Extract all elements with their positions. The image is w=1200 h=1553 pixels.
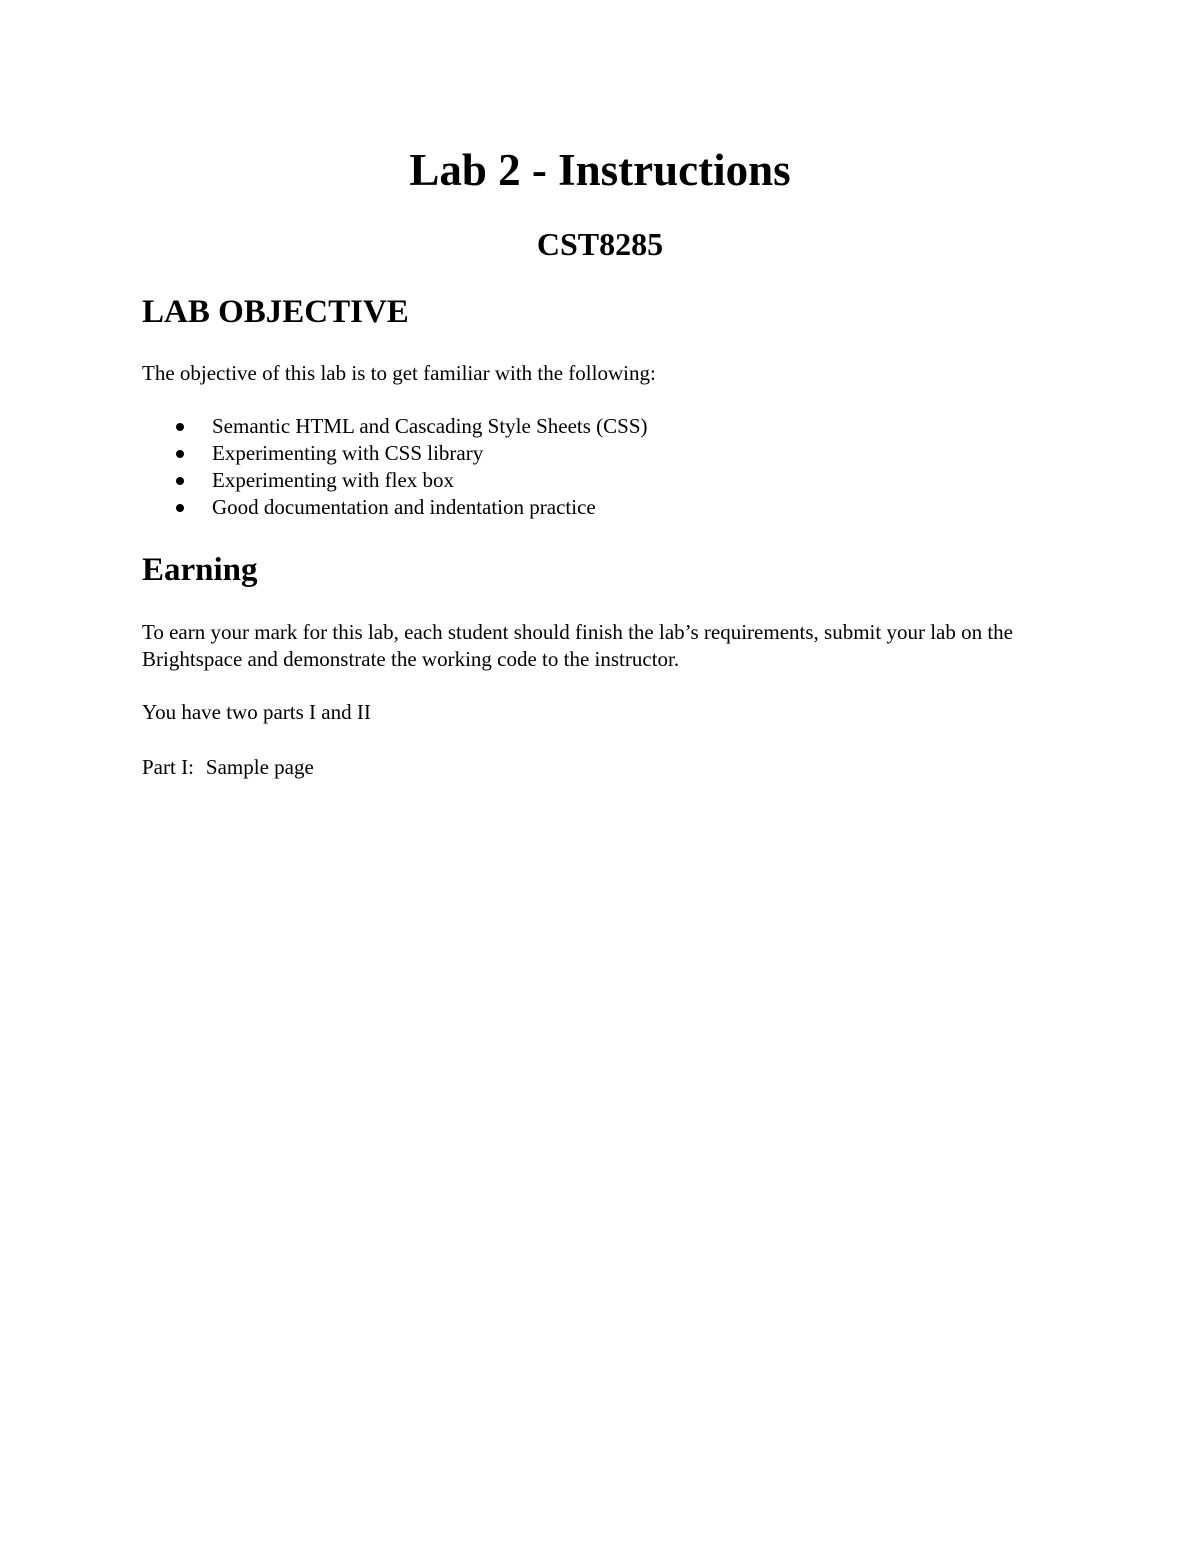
part1-text: Sample page xyxy=(205,755,314,779)
document-title: Lab 2 - Instructions xyxy=(409,145,791,195)
list-item xyxy=(142,494,648,521)
parts-text: You have two parts I and II xyxy=(142,700,371,724)
list-item-text: Experimenting with CSS library xyxy=(212,441,484,465)
bullet-icon xyxy=(176,477,184,485)
earning-heading: Earning xyxy=(142,552,258,588)
bullet-icon xyxy=(176,423,184,431)
list-item xyxy=(142,467,648,494)
objective-intro: The objective of this lab is to get familiar with the following: xyxy=(142,361,656,385)
list-item-text: Semantic HTML and Cascading Style Sheets (CSS) xyxy=(212,414,648,438)
bullet-icon xyxy=(176,504,184,512)
lab-objective-heading: LAB OBJECTIVE xyxy=(142,294,409,330)
bullet-icon xyxy=(176,450,184,458)
list-item-text: Experimenting with flex box xyxy=(212,468,455,492)
part1-line xyxy=(142,754,1072,781)
earning-paragraph: To earn your mark for this lab, each student should finish the lab’s requirements, submit your lab on the Brightspace and demonstrate the working code to the instructor. xyxy=(142,620,1014,671)
list-item xyxy=(142,413,648,440)
objective-list xyxy=(142,413,648,521)
list-item-text: Good documentation and indentation practice xyxy=(212,495,596,519)
part1-label: Part I: xyxy=(142,755,194,779)
course-code: CST8285 xyxy=(536,226,664,262)
list-item xyxy=(142,440,648,467)
